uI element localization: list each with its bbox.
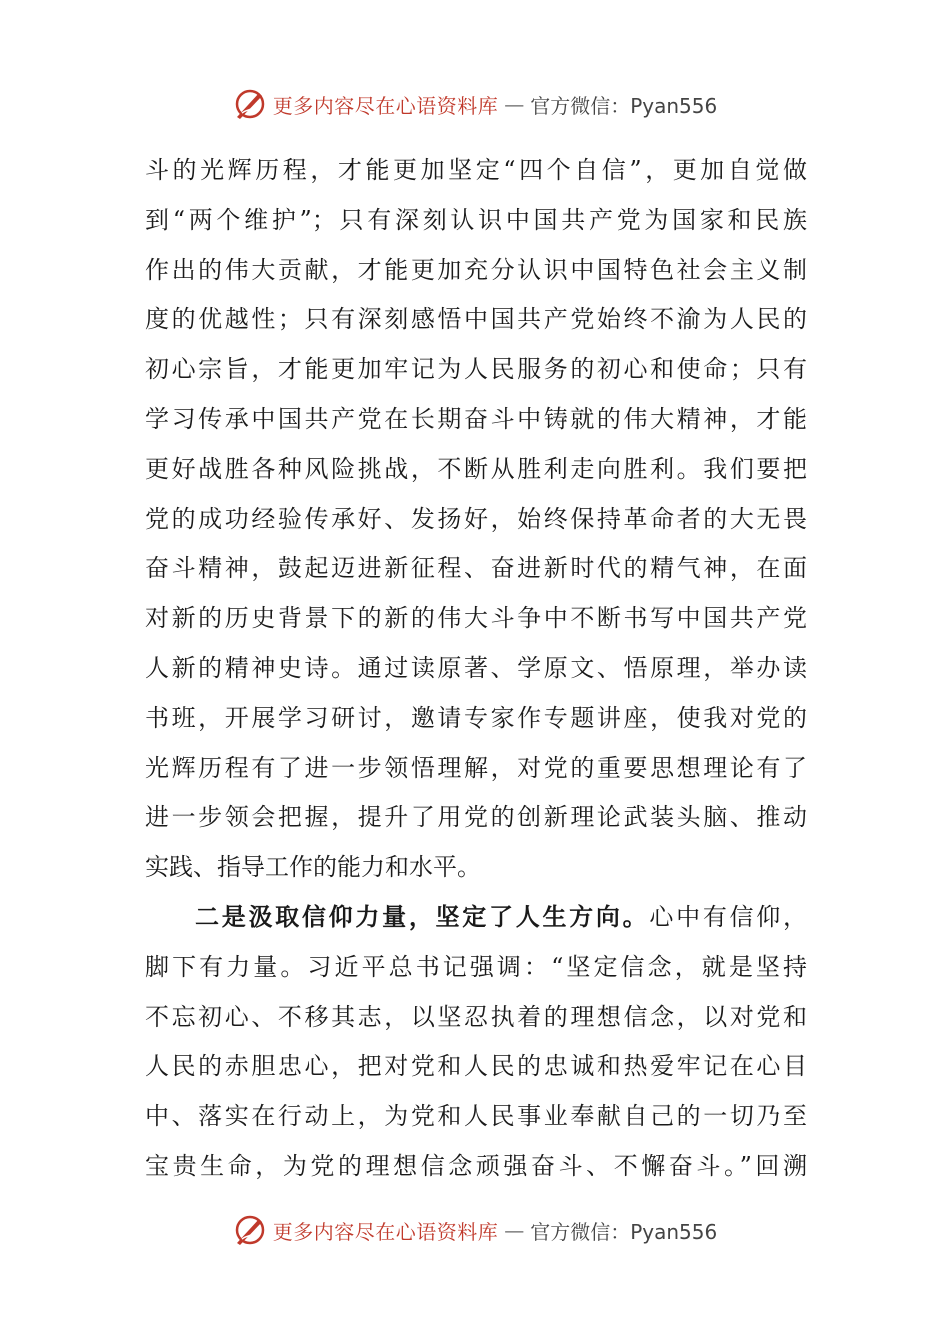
header-banner <box>0 84 950 124</box>
text-line: 学习传承中国共产党在长期奋斗中铸就的伟大精神，才能 <box>145 404 807 433</box>
text-line: 度的优越性；只有深刻感悟中国共产党始终不渝为人民的 <box>145 305 807 334</box>
text-line: 书班，开展学习研讨，邀请专家作专题讲座，使我对党的 <box>145 703 807 732</box>
text-line: 人新的精神史诗。通过读原著、学原文、悟原理，举办读 <box>145 653 807 682</box>
text-line: 初心宗旨，才能更加牢记为人民服务的初心和使命；只有 <box>145 355 807 384</box>
footer-banner <box>0 1210 950 1250</box>
text-line: 斗的光辉历程，才能更加坚定“四个自信”，更加自觉做 <box>145 156 807 184</box>
document-body <box>145 146 807 1192</box>
pen-circle-logo-icon <box>233 87 267 121</box>
text-line: 宝贵生命，为党的理想信念顽强奋斗、不懈奋斗。”回溯 <box>145 1151 807 1180</box>
text-line: 到“两个维护”；只有深刻认识中国共产党为国家和民族 <box>145 205 807 234</box>
banner-separator: — <box>504 92 525 116</box>
banner-title: 更多内容尽在心语资料库 <box>272 1219 499 1244</box>
pen-circle-logo-icon <box>233 1213 267 1247</box>
text-line: 进一步领会把握，提升了用党的创新理论武装头脑、推动 <box>145 803 807 832</box>
paragraph-2 <box>145 943 807 1192</box>
text-line: 作出的伟大贡献，才能更加充分认识中国特色社会主义制 <box>145 255 807 284</box>
banner-title: 更多内容尽在心语资料库 <box>272 93 499 118</box>
text-line: 不忘初心、不移其志，以坚忍执着的理想信念，以对党和 <box>145 1002 807 1031</box>
banner-wechat: 官方微信：Pyan556 <box>530 1219 718 1244</box>
text-line: 党的成功经验传承好、发扬好，始终保持革命者的大无畏 <box>145 504 807 533</box>
paragraph-2-first-line <box>145 893 807 943</box>
paragraph-1 <box>145 146 807 893</box>
text-line: 光辉历程有了进一步领悟理解，对党的重要思想理论有了 <box>145 753 807 782</box>
text-line: 脚下有力量。习近平总书记强调：“坚定信念，就是坚持 <box>145 952 807 981</box>
text-line: 人民的赤胆忠心，把对党和人民的忠诚和热爱牢记在心目 <box>145 1052 807 1081</box>
banner-wechat: 官方微信：Pyan556 <box>530 93 718 118</box>
banner-separator: — <box>504 1218 525 1242</box>
paragraph-2-first-rest: 心中有信仰， <box>649 902 807 931</box>
text-line: 中、落实在行动上，为党和人民事业奉献自己的一切乃至 <box>145 1102 807 1131</box>
text-line: 奋斗精神，鼓起迈进新征程、奋进新时代的精气神，在面 <box>145 554 807 583</box>
text-line: 实践、指导工作的能力和水平。 <box>145 853 481 882</box>
text-line: 对新的历史背景下的新的伟大斗争中不断书写中国共产党 <box>145 604 807 633</box>
paragraph-2-heading: 二是汲取信仰力量，坚定了人生方向。 <box>195 902 650 931</box>
text-line: 更好战胜各种风险挑战，不断从胜利走向胜利。我们要把 <box>145 454 807 483</box>
